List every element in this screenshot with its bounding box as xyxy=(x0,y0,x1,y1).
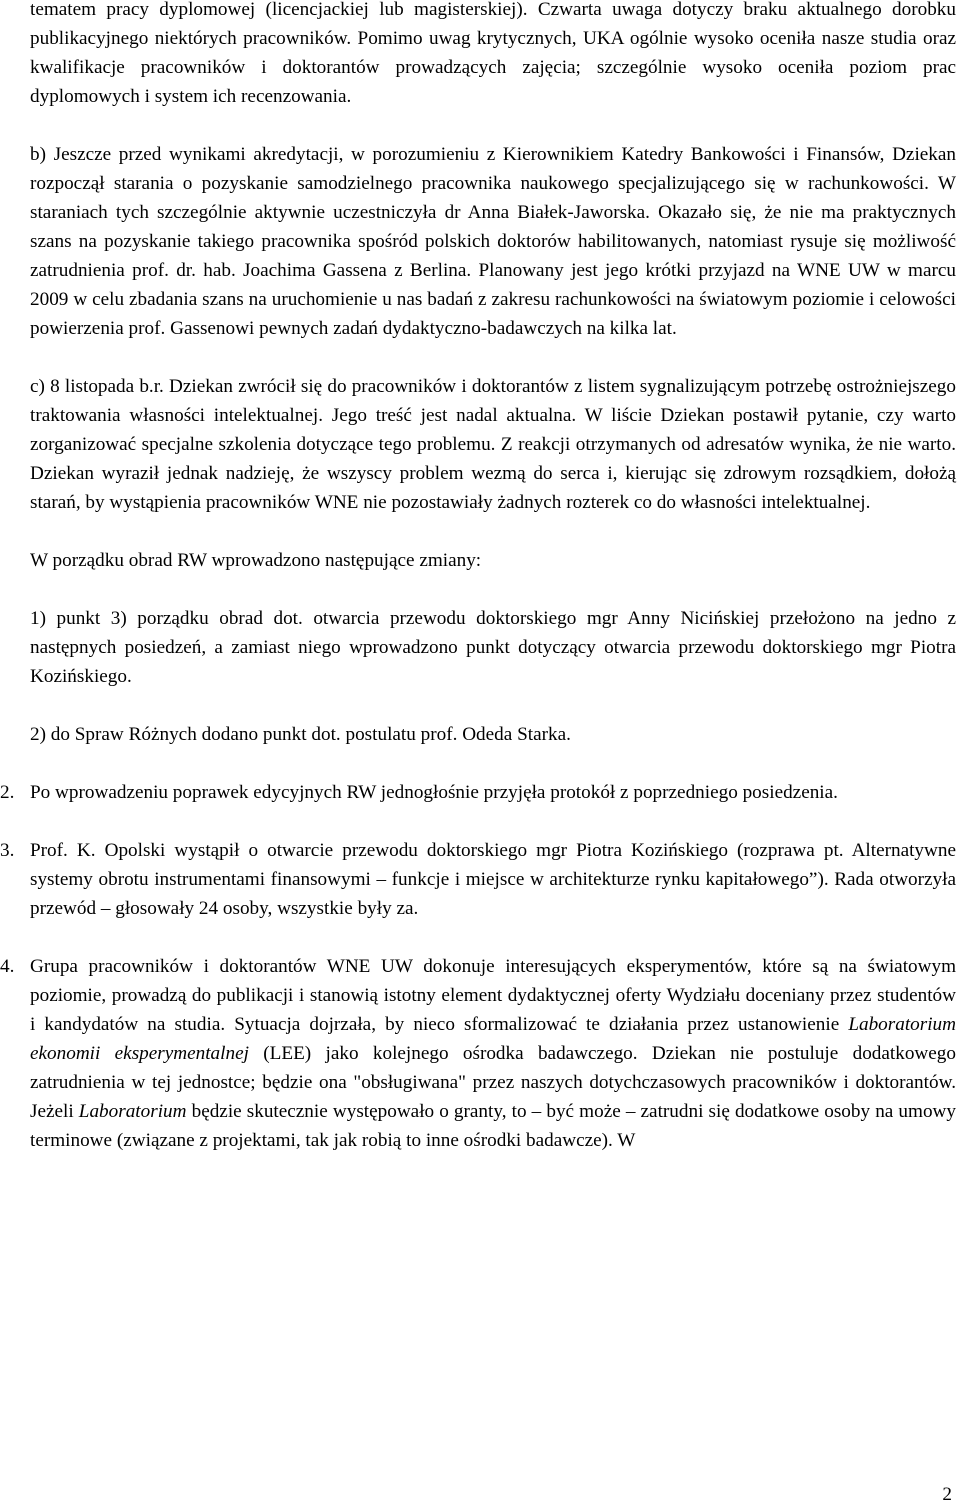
paragraph-continuation: tematem pracy dyplomowej (licencjackiej lub magisterskiej). Czwarta uwaga dotyczy braku aktualnego dorobku publikacyjnego niektórych pracowników. Pomimo uwag krytycznych, UKA ogólnie wysoko oceniła nasze studia oraz kwalifikacje pracowników i doktorantów prowadzących zajęcia; szczególnie wysoko oceniła poziom prac dyplomowych i system ich recenzowania. xyxy=(30,0,956,107)
item-2 xyxy=(0,778,956,807)
item-4-text-b: (LEE) jako kolejnego ośrodka badawczego. Dziekan nie postuluje dodatkowego zatrudnienia w tej jednostce; będzie ona "obsługiwana" przez naszych dotychczasowych pracowników i doktorantów. Jeżeli xyxy=(30,1043,956,1122)
item-4-text-c: będzie skutecznie występowało o granty, to – być może – zatrudni się dodatkowe osoby na umowy terminowe (związane z projektami, tak jak robią to inne ośrodki badawcze). W xyxy=(30,1101,956,1151)
paragraph-change-1: 1) punkt 3) porządku obrad dot. otwarcia przewodu doktorskiego mgr Anny Nicińskiej przełożono na jedno z następnych posiedzeń, a zamiast niego wprowadzono punkt dotyczący otwarcia przewodu doktorskiego mgr Piotra Kozińskiego. xyxy=(30,608,956,687)
paragraph-c: c) 8 listopada b.r. Dziekan zwrócił się do pracowników i doktorantów z listem sygnalizującym potrzebę ostrożniejszego traktowania własności intelektualnej. Jego treść jest nadal aktualna. W liście Dziekan postawił pytanie, czy warto zorganizować specjalne szkolenia dotyczące tego problemu. Z reakcji otrzymanych od adresatów wynika, że nie warto. Dziekan wyraził jednak nadzieję, że wszyscy problem wezmą do serca i, kierując się zdrowym rozsądkiem, dołożą starań, by wystąpienia pracowników WNE nie pozostawiały żadnych rozterek co do własności intelektualnej. xyxy=(30,376,956,513)
item-2-number: 2. xyxy=(0,782,15,803)
item-4 xyxy=(0,952,956,1155)
item-3 xyxy=(0,836,956,923)
paragraph-b: b) Jeszcze przed wynikami akredytacji, w porozumieniu z Kierownikiem Katedry Bankowości i Finansów, Dziekan rozpoczął starania o pozyskanie samodzielnego pracownika naukowego specjalizującego się w rachunkowości. W staraniach tych szczególnie aktywnie uczestniczyła dr Anna Białek-Jaworska. Okazało się, że nie ma praktycznych szans na pozyskanie takiego pracownika spośród polskich doktorów habilitowanych, natomiast rysuje się możliwość zatrudnienia prof. dr. hab. Joachima Gassena z Berlina. Planowany jest jego krótki przyjazd na WNE UW w marcu 2009 w celu zbadania szans na uruchomienie u nas badań z zakresu rachunkowości na światowym poziomie i celowości powierzenia prof. Gassenowi pewnych zadań dydaktyczno-badawczych na kilka lat. xyxy=(30,144,956,339)
item-4-italic-a: Laboratorium ekonomii eksperymentalnej xyxy=(30,1014,956,1064)
item-4-text-a: Grupa pracowników i doktorantów WNE UW dokonuje interesujących eksperymentów, które są na światowym poziomie, prowadzą do publikacji i stanowią istotny element dydaktycznej oferty Wydziału doceniany przez studentów i kandydatów na studia. Sytuacja dojrzała, by nieco sformalizować te działania przez ustanowienie xyxy=(30,956,956,1035)
item-4-number: 4. xyxy=(0,956,15,977)
paragraph-agenda-changes: W porządku obrad RW wprowadzono następujące zmiany: xyxy=(30,550,482,571)
item-4-italic-b: Laboratorium xyxy=(78,1101,187,1122)
item-2-text: Po wprowadzeniu poprawek edycyjnych RW jednogłośnie przyjęła protokół z poprzedniego posiedzenia. xyxy=(30,782,838,803)
item-3-number: 3. xyxy=(0,840,15,861)
paragraph-change-2: 2) do Spraw Różnych dodano punkt dot. postulatu prof. Odeda Starka. xyxy=(30,724,571,745)
page-number: 2 xyxy=(942,1484,952,1505)
item-3-text: Prof. K. Opolski wystąpił o otwarcie przewodu doktorskiego mgr Piotra Kozińskiego (rozprawa pt. Alternatywne systemy obrotu instrumentami finansowymi – funkcje i miejsce w architekturze rynku kapitałowego”). Rada otworzyła przewód – głosowały 24 osoby, wszystkie były za. xyxy=(30,840,956,919)
